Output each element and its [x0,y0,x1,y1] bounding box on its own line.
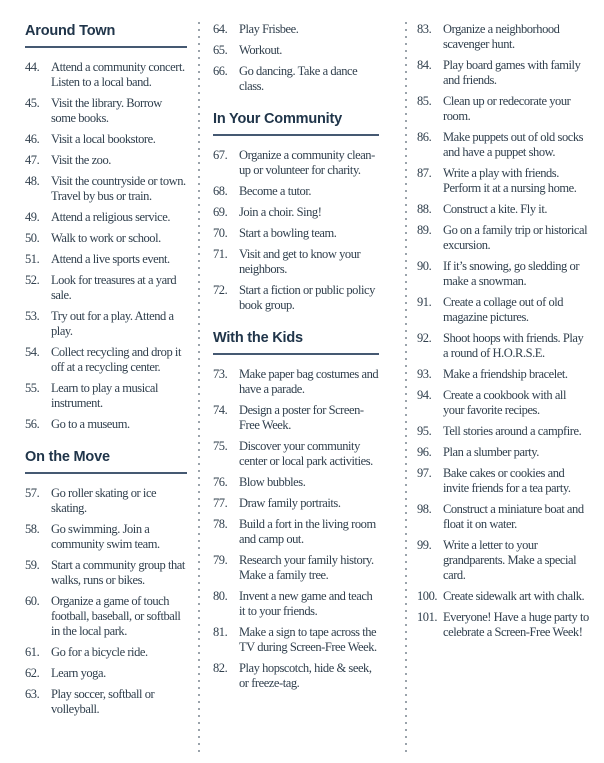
item-number: 97. [417,466,432,480]
item-number: 67. [213,148,228,162]
list-item [417,589,589,604]
list-item [25,381,187,411]
item-number: 80. [213,589,228,603]
item-number: 66. [213,64,228,78]
item-text: Learn yoga. [51,666,106,680]
list-item [417,223,589,253]
list-item [417,58,589,88]
item-number: 87. [417,166,432,180]
list-item [417,295,589,325]
item-number: 73. [213,367,228,381]
list-item [213,205,379,220]
item-text: Attend a community concert. Listen to a local band. [51,60,185,89]
item-number: 62. [25,666,40,680]
item-text: Create a collage out of old magazine pictures. [443,295,564,324]
item-text: Visit a local bookstore. [51,132,156,146]
list-item [25,132,187,147]
item-number: 89. [417,223,432,237]
item-number: 92. [417,331,432,345]
item-number: 58. [25,522,40,536]
item-text: Visit the countryside or town. Travel by bus or train. [51,174,186,203]
item-text: Play Frisbee. [239,22,299,36]
item-text: Collect recycling and drop it off at a recycling center. [51,345,181,374]
list-item [213,475,379,490]
list-item [213,403,379,433]
item-number: 51. [25,252,40,266]
list-item [213,367,379,397]
column [417,22,589,757]
item-number: 65. [213,43,228,57]
item-number: 59. [25,558,40,572]
item-number: 64. [213,22,228,36]
item-text: Visit the library. Borrow some books. [51,96,162,125]
item-text: Create sidewalk art with chalk. [443,589,585,603]
item-text: Clean up or redecorate your room. [443,94,571,123]
list-item [213,247,379,277]
list-item [417,445,589,460]
list-item [25,666,187,681]
item-number: 77. [213,496,228,510]
list-item [417,367,589,382]
item-number: 91. [417,295,432,309]
item-text: Workout. [239,43,282,57]
item-text: Visit the zoo. [51,153,111,167]
item-text: Create a cookbook with all your favorite recipes. [443,388,566,417]
list-item [213,589,379,619]
item-number: 52. [25,273,40,287]
item-number: 78. [213,517,228,531]
item-number: 48. [25,174,40,188]
item-text: Build a fort in the living room and camp out. [239,517,376,546]
item-text: Play board games with family and friends. [443,58,581,87]
item-text: Invent a new game and teach it to your friends. [239,589,373,618]
item-number: 55. [25,381,40,395]
item-text: Start a fiction or public policy book group. [239,283,375,312]
list-item [213,226,379,241]
list-item [25,309,187,339]
item-number: 45. [25,96,40,110]
item-number: 99. [417,538,432,552]
item-number: 50. [25,231,40,245]
list-item [213,184,379,199]
item-text: Attend a live sports event. [51,252,170,266]
item-text: Plan a slumber party. [443,445,539,459]
item-text: Start a bowling team. [239,226,337,240]
item-text: Construct a miniature boat and float it on water. [443,502,584,531]
list-item [25,345,187,375]
dotted-divider [198,22,200,753]
list-item [213,496,379,511]
item-number: 70. [213,226,228,240]
item-number: 98. [417,502,432,516]
item-text: Discover your community center or local park activities. [239,439,373,468]
item-text: Walk to work or school. [51,231,161,245]
item-number: 101. [417,610,438,624]
item-text: Play soccer, softball or volleyball. [51,687,155,716]
list-item [213,625,379,655]
list-item [25,522,187,552]
item-number: 47. [25,153,40,167]
item-number: 84. [417,58,432,72]
list-item [25,231,187,246]
item-number: 60. [25,594,40,608]
list-item [417,259,589,289]
list-item [25,210,187,225]
list-item [417,331,589,361]
item-number: 96. [417,445,432,459]
item-text: Go swimming. Join a community swim team. [51,522,160,551]
list-item [417,424,589,439]
list-item [417,502,589,532]
item-number: 100. [417,589,438,603]
item-text: Make a friendship bracelet. [443,367,568,381]
list-item [213,517,379,547]
item-text: Make paper bag costumes and have a parade. [239,367,379,396]
item-text: Make a sign to tape across the TV during Screen-Free Week. [239,625,377,654]
item-text: Organize a community clean-up or volunteer for charity. [239,148,375,177]
item-number: 53. [25,309,40,323]
item-text: Everyone! Have a huge party to celebrate a Screen-Free Week! [443,610,589,639]
item-number: 71. [213,247,228,261]
list-item [25,486,187,516]
item-text: Try out for a play. Attend a play. [51,309,174,338]
item-text: Attend a religious service. [51,210,171,224]
item-number: 81. [213,625,228,639]
section-header: On the Move [25,448,187,474]
list-item [25,96,187,126]
list-item [417,94,589,124]
list-item [213,64,379,94]
list-item [25,417,187,432]
list-item [417,166,589,196]
section-header: In Your Community [213,110,379,136]
item-number: 74. [213,403,228,417]
list-item [213,553,379,583]
list-item [417,610,589,640]
item-text: Learn to play a musical instrument. [51,381,158,410]
item-number: 90. [417,259,432,273]
list-item [417,388,589,418]
item-number: 61. [25,645,40,659]
list-item [25,687,187,717]
item-number: 46. [25,132,40,146]
list-item [25,252,187,267]
list-item [213,439,379,469]
column [25,22,187,757]
item-text: Write a play with friends. Perform it at a nursing home. [443,166,577,195]
item-number: 85. [417,94,432,108]
item-number: 83. [417,22,432,36]
list-item [25,273,187,303]
item-text: Construct a kite. Fly it. [443,202,548,216]
item-number: 79. [213,553,228,567]
item-number: 93. [417,367,432,381]
item-text: Organize a neighborhood scavenger hunt. [443,22,560,51]
section-header: Around Town [25,22,187,48]
item-text: Bake cakes or cookies and invite friends for a tea party. [443,466,571,495]
item-text: Play hopscotch, hide & seek, or freeze-tag. [239,661,372,690]
item-text: Become a tutor. [239,184,312,198]
item-text: Organize a game of touch football, baseball, or softball in the local park. [51,594,181,638]
list-item [213,661,379,691]
section-header: With the Kids [213,329,379,355]
list-item [213,43,379,58]
item-text: Make puppets out of old socks and have a puppet show. [443,130,584,159]
list-item [25,60,187,90]
item-text: Go roller skating or ice skating. [51,486,157,515]
item-number: 56. [25,417,40,431]
item-text: Draw family portraits. [239,496,341,510]
item-text: Blow bubbles. [239,475,306,489]
item-number: 88. [417,202,432,216]
item-text: Tell stories around a campfire. [443,424,582,438]
list-item [25,594,187,639]
item-text: Go dancing. Take a dance class. [239,64,358,93]
item-number: 76. [213,475,228,489]
item-number: 94. [417,388,432,402]
item-text: Shoot hoops with friends. Play a round of H.O.R.S.E. [443,331,584,360]
item-text: Look for treasures at a yard sale. [51,273,177,302]
list-item [417,130,589,160]
list-item [417,22,589,52]
list-item [213,22,379,37]
list-item [213,283,379,313]
item-number: 54. [25,345,40,359]
item-text: Write a letter to your grandparents. Make a special card. [443,538,577,582]
item-number: 82. [213,661,228,675]
item-text: Design a poster for Screen-Free Week. [239,403,364,432]
item-text: Go for a bicycle ride. [51,645,148,659]
item-number: 72. [213,283,228,297]
dotted-divider [405,22,407,753]
item-text: Join a choir. Sing! [239,205,322,219]
item-number: 75. [213,439,228,453]
item-text: If it’s snowing, go sledding or make a snowman. [443,259,580,288]
item-number: 68. [213,184,228,198]
list-item [25,645,187,660]
item-text: Start a community group that walks, runs or bikes. [51,558,185,587]
list-item [417,538,589,583]
list-item [25,153,187,168]
list-item [417,466,589,496]
list-item [417,202,589,217]
list-item [213,148,379,178]
item-text: Go to a museum. [51,417,130,431]
item-text: Go on a family trip or historical excursion. [443,223,588,252]
column [213,22,379,757]
item-number: 63. [25,687,40,701]
item-number: 69. [213,205,228,219]
item-number: 44. [25,60,40,74]
list-item [25,558,187,588]
item-text: Research your family history. Make a family tree. [239,553,374,582]
item-number: 95. [417,424,432,438]
item-number: 57. [25,486,40,500]
item-text: Visit and get to know your neighbors. [239,247,361,276]
item-number: 49. [25,210,40,224]
list-item [25,174,187,204]
item-number: 86. [417,130,432,144]
